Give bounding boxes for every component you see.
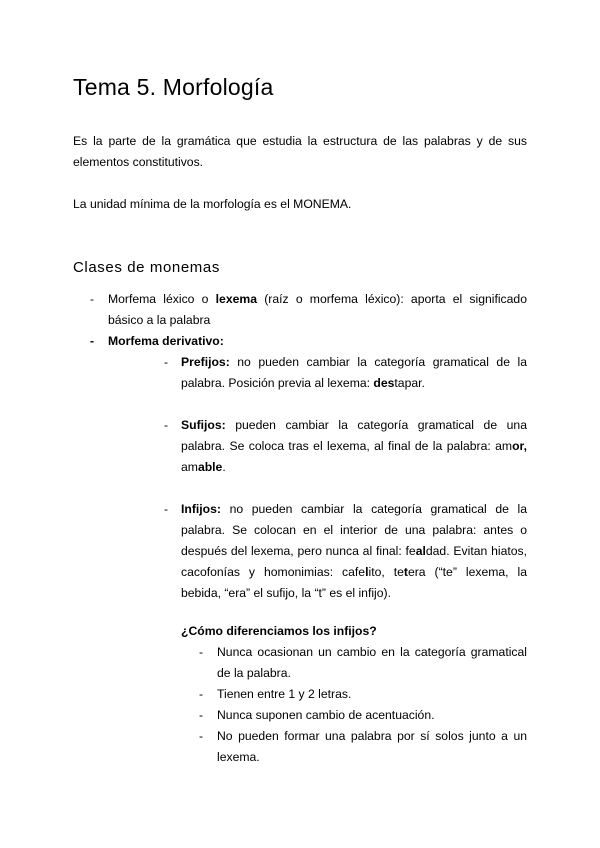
- list-dash: -: [199, 687, 204, 701]
- list-item-text: Prefijos: no pueden cambiar la categoría gramatical de la palabra. Posición previa al lexema: destapar.: [181, 355, 527, 390]
- intro-paragraph-monema: La unidad mínima de la morfología es el MONEMA.: [73, 197, 352, 211]
- list-dash: -: [164, 355, 169, 369]
- list-item-text: No pueden formar una palabra por sí solos junto a un lexema.: [217, 729, 527, 764]
- page-title: Tema 5. Morfología: [73, 74, 274, 100]
- list-item-text: Sufijos: pueden cambiar la categoría gramatical de una palabra. Se coloca tras el lexema, al final de la palabra: amor, amable.: [181, 418, 527, 474]
- list-item-text: Nunca ocasionan un cambio en la categoría gramatical de la palabra.: [217, 645, 527, 680]
- list-dash: -: [199, 645, 204, 659]
- list-dash: -: [164, 502, 169, 516]
- list-dash: -: [164, 418, 169, 432]
- intro-paragraph-definition: Es la parte de la gramática que estudia la estructura de las palabras y de sus elementos constitutivos.: [73, 134, 527, 169]
- bold-term-lexema: lexema: [215, 292, 258, 306]
- list-item-text: Tienen entre 1 y 2 letras.: [217, 687, 352, 701]
- term-label: Prefijos:: [181, 355, 230, 369]
- list-dash: -: [90, 334, 95, 348]
- list-item-text: Morfema derivativo:: [108, 334, 224, 348]
- section-heading: Clases de monemas: [73, 259, 220, 276]
- term-label: Infijos:: [181, 502, 221, 516]
- list-item-text: Morfema léxico o lexema (raíz o morfema léxico): aporta el significado básico a la palabra: [108, 292, 527, 327]
- subheading-question: ¿Cómo diferenciamos los infijos?: [181, 624, 377, 638]
- list-dash: -: [199, 708, 204, 722]
- list-item-text: Infijos: no pueden cambiar la categoría gramatical de la palabra. Se colocan en el interior de una palabra: antes o después del lexema, pero nunca al final: fealdad. Evitan hiatos, cacofonías y homonimias: cafelito, tetera (“te” lexema, la bebida, “era” el sufijo, la “t” es el infijo).: [181, 502, 527, 600]
- list-dash: -: [199, 729, 204, 743]
- list-item-text: Nunca suponen cambio de acentuación.: [217, 708, 435, 722]
- list-dash: -: [90, 292, 95, 306]
- term-label: Sufijos:: [181, 418, 226, 432]
